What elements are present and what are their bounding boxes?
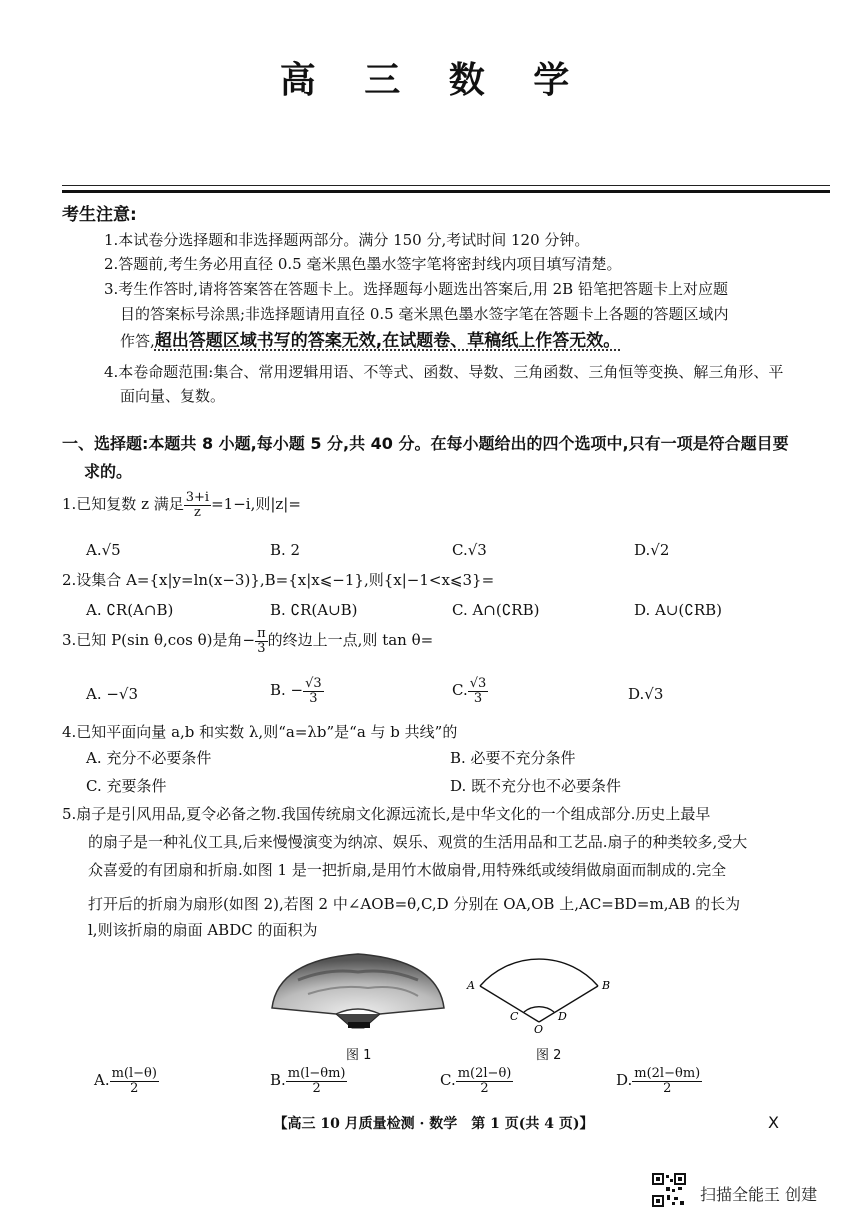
- option-a: A. ∁R(A∩B): [86, 601, 174, 619]
- notice-item-2: 2.答题前,考生务必用直径 0.5 毫米黑色墨水签字笔将密封线内项目填写清楚。: [104, 255, 622, 273]
- question-4-options-row2: [62, 772, 828, 800]
- option-b: B. 2: [270, 541, 301, 559]
- notice-item-3: 3.考生作答时,请将答案答在答题卡上。选择题每小题选出答案后,用 2B 铅笔把答题卡上对应题: [104, 280, 728, 298]
- notice-item-4-cont: 面向量、复数。: [120, 387, 226, 405]
- folding-fan-figure: [268, 950, 448, 1032]
- question-5-line-3: 众喜爱的有团扇和折扇.如图 1 是一把折扇,是用竹木做扇骨,用特殊纸或绫绢做扇面而制成的.完全: [88, 861, 727, 879]
- notice-item-3-cont: 目的答案标号涂黑;非选择题请用直径 0.5 毫米黑色墨水签字笔在答题卡上各题的答题区域内: [120, 305, 729, 323]
- fraction: $\frac{\pi}{3}$: [257, 625, 266, 656]
- option-c: C. 充要条件: [86, 777, 167, 795]
- point-b-label: B: [602, 979, 611, 992]
- point-d-label: D: [558, 1010, 567, 1023]
- option-b: B. $\frac{m(l-\theta m)}{2}$: [270, 1065, 346, 1096]
- option-a: A. 充分不必要条件: [86, 749, 212, 767]
- notice-heading: 考生注意:: [62, 205, 137, 225]
- scanner-watermark: 扫描全能王 创建: [700, 1185, 818, 1204]
- question-2: 2.设集合 A={x|y=ln(x−3)},B={x|x⩽−1},则{x|−1<x⩽3}=: [62, 571, 495, 589]
- option-d: D. A∪(∁RB): [634, 601, 722, 619]
- option-b: B. 必要不充分条件: [450, 749, 576, 767]
- notice-item-1: 1.本试卷分选择题和非选择题两部分。满分 150 分,考试时间 120 分钟。: [104, 231, 590, 249]
- question-4-options-row1: [62, 744, 828, 772]
- question-5-line-2: 的扇子是一种礼仪工具,后来慢慢演变为纳凉、娱乐、观赏的生活用品和工艺品.扇子的种类较多,受大: [88, 833, 748, 851]
- option-a: A. −√3: [86, 685, 139, 703]
- option-c: C.√3: [452, 541, 487, 559]
- question-5-line-1: 5.扇子是引风用品,夏令必备之物.我国传统扇文化源远流长,是中华文化的一个组成部分.历史上最早: [62, 805, 711, 823]
- option-b: B. ∁R(A∪B): [270, 601, 358, 619]
- footer-mark: X: [768, 1113, 779, 1132]
- option-a: A. $\frac{m(l-\theta)}{2}$: [94, 1065, 157, 1096]
- question-5-line-4: 打开后的折扇为扇形(如图 2),若图 2 中∠AOB=θ,C,D 分别在 OA,OB 上,AC=BD=m,AB 的长为: [88, 895, 741, 913]
- option-a: A.√5: [86, 541, 121, 559]
- option-c: C. A∩(∁RB): [452, 601, 540, 619]
- option-d: D.√3: [628, 685, 664, 703]
- notice-emphasis: 超出答题区域书写的答案无效,在试题卷、草稿纸上作答无效。: [154, 331, 621, 351]
- sector-diagram: [458, 950, 618, 1034]
- option-c: C. $\frac{m(2l-\theta)}{2}$: [440, 1065, 512, 1096]
- notice-item-4: 4.本卷命题范围:集合、常用逻辑用语、不等式、函数、导数、三角函数、三角恒等变换、解三角形、平: [104, 363, 784, 381]
- question-1: 1.已知复数 z 满足 $\frac{3+i}{z}$ =1−i,则|z|=: [62, 489, 301, 520]
- question-3-options: [62, 676, 828, 712]
- point-a-label: A: [467, 979, 475, 992]
- question-5-options: [62, 1066, 828, 1102]
- question-3: 3.已知 P(sin θ,cos θ)是角− $\frac{\pi}{3}$ 的终边上一点,则 tan θ=: [62, 625, 434, 656]
- section-heading: 一、选择题:本题共 8 小题,每小题 5 分,共 40 分。在每小题给出的四个选项中,只有一项是符合题目要 求的。: [62, 434, 789, 481]
- divider: [62, 185, 830, 186]
- option-c: C. $\frac{√3}{3}$: [452, 675, 487, 706]
- figure-1-caption: 图 1: [346, 1048, 372, 1063]
- question-5-line-5: l,则该折扇的扇面 ABDC 的面积为: [88, 921, 318, 939]
- option-d: D. 既不充分也不必要条件: [450, 777, 622, 795]
- point-o-label: O: [534, 1023, 544, 1034]
- notice-item-3-cont2: 作答,超出答题区域书写的答案无效,在试题卷、草稿纸上作答无效。: [120, 331, 621, 351]
- option-d: D.√2: [634, 541, 670, 559]
- question-2-options: [62, 596, 828, 624]
- option-b: B. − $\frac{√3}{3}$: [270, 675, 322, 706]
- question-4: 4.已知平面向量 a,b 和实数 λ,则“a=λb”是“a 与 b 共线”的: [62, 723, 458, 741]
- page-title: 高 三 数 学: [279, 59, 588, 101]
- option-d: D. $\frac{m(2l-\theta m)}{2}$: [616, 1065, 701, 1096]
- figure-2-caption: 图 2: [536, 1048, 562, 1063]
- question-1-options: [62, 536, 828, 564]
- divider-thick: [62, 190, 830, 193]
- point-c-label: C: [510, 1010, 519, 1023]
- fraction: $\frac{3+i}{z}$: [185, 489, 210, 520]
- qr-code-icon: [652, 1173, 686, 1207]
- page-footer: 【高三 10 月质量检测 · 数学 第 1 页(共 4 页)】: [273, 1116, 594, 1132]
